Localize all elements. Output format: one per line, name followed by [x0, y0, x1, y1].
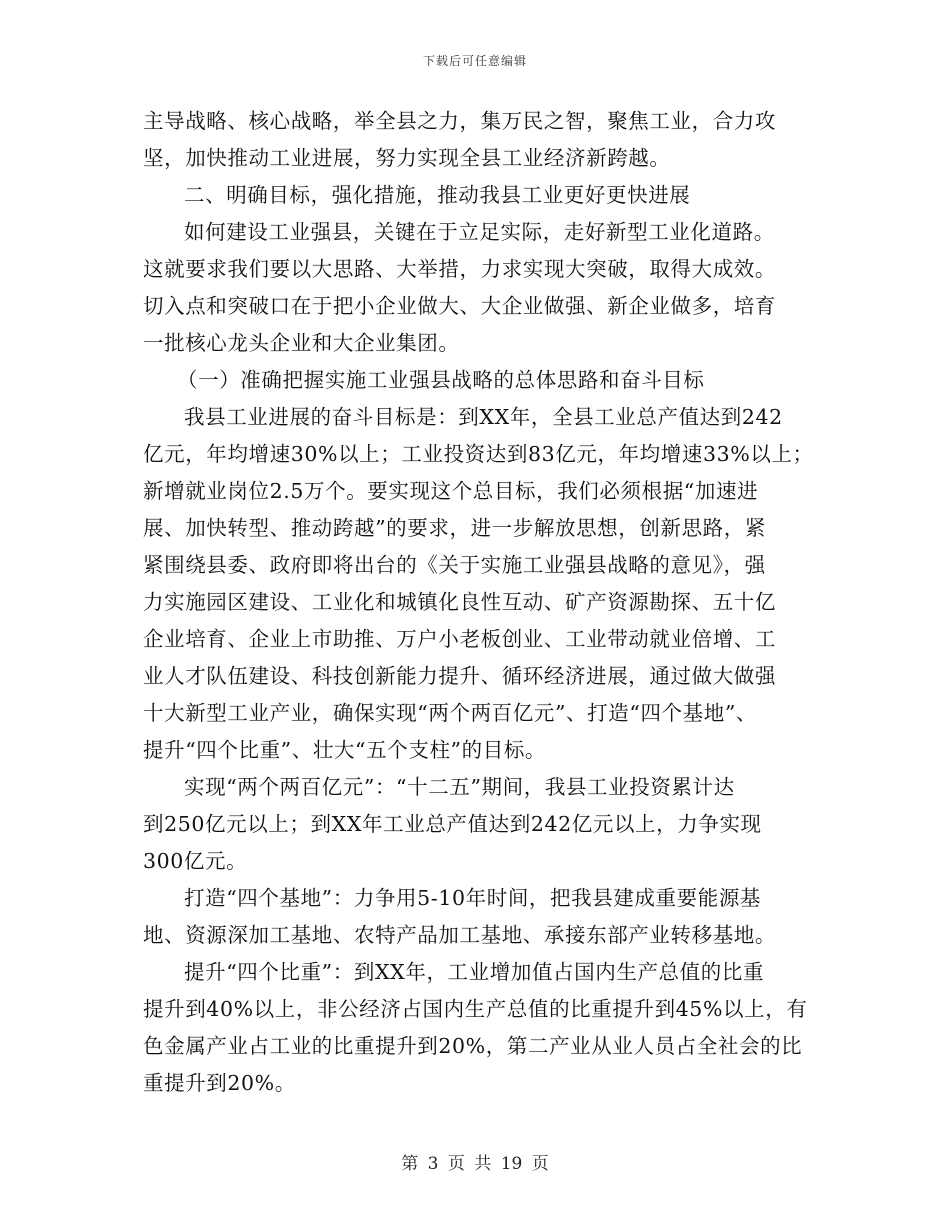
paragraph-line: 这就要求我们要以大思路、大举措，力求实现大突破，取得大成效。	[143, 257, 776, 281]
paragraph-line: 提升“四个比重”：到XX年，工业增加值占国内生产总值的比重	[184, 960, 765, 984]
paragraph-line: 我县工业进展的奋斗目标是：到XX年，全县工业总产值达到242	[184, 405, 783, 429]
paragraph-line: 切入点和突破口在于把小企业做大、大企业做强、新企业做多，培育	[143, 294, 776, 318]
paragraph-line: 主导战略、核心战略，举全县之力，集万民之智，聚焦工业，合力攻	[143, 109, 776, 133]
paragraph-line: 实现“两个两百亿元”：“十二五”期间，我县工业投资累计达	[184, 775, 735, 799]
paragraph-line: 紧围绕县委、政府即将出台的《关于实施工业强县战略的意见》，强	[143, 553, 766, 577]
paragraph-line: 打造“四个基地”：力争用5-10年时间，把我县建成重要能源基	[184, 886, 762, 910]
document-body	[143, 103, 813, 1102]
paragraph-line: 新增就业岗位2.5万个。要实现这个总目标，我们必须根据“加速进	[143, 479, 759, 503]
paragraph-line: 坚，加快推动工业进展，努力实现全县工业经济新跨越。	[143, 146, 671, 170]
paragraph-line: 提升“四个比重”、壮大“五个支柱”的目标。	[143, 738, 547, 762]
page-header: 下载后可任意编辑	[422, 54, 527, 68]
paragraph-line: 如何建设工业强县，关键在于立足实际，走好新型工业化道路。	[184, 220, 775, 244]
paragraph-line: 提升到40%以上，非公经济占国内生产总值的比重提升到45%以上，有	[143, 997, 808, 1021]
paragraph-line: 重提升到20%。	[143, 1071, 296, 1095]
paragraph-line: 业人才队伍建设、科技创新能力提升、循环经济进展，通过做大做强	[143, 664, 776, 688]
paragraph-line: 一批核心龙头企业和大企业集团。	[143, 331, 460, 355]
paragraph-line: 力实施园区建设、工业化和城镇化良性互动、矿产资源勘探、五十亿	[143, 590, 776, 614]
paragraph-line: 展、加快转型、推动跨越”的要求，进一步解放思想，创新思路，紧	[143, 516, 766, 540]
page-footer: 第 3 页 共 19 页	[401, 1154, 549, 1174]
paragraph-line: 到250亿元以上；到XX年工业总产值达到242亿元以上，力争实现	[143, 812, 762, 836]
paragraph-line: 300亿元。	[143, 849, 248, 873]
subsection-heading: （一）准确把握实施工业强县战略的总体思路和奋斗目标	[177, 368, 705, 392]
paragraph-line: 企业培育、企业上市助推、万户小老板创业、工业带动就业倍增、工	[143, 627, 776, 651]
paragraph-line: 色金属产业占工业的比重提升到20%，第二产业从业人员占全社会的比	[143, 1034, 803, 1058]
section-heading: 二、明确目标，强化措施，推动我县工业更好更快进展	[184, 183, 691, 207]
paragraph-line: 亿元，年均增速30%以上；工业投资达到83亿元，年均增速33%以上；	[143, 442, 814, 466]
paragraph-line: 十大新型工业产业，确保实现“两个两百亿元”、打造“四个基地”、	[143, 701, 758, 725]
paragraph-line: 地、资源深加工基地、农特产品加工基地、承接东部产业转移基地。	[143, 923, 776, 947]
